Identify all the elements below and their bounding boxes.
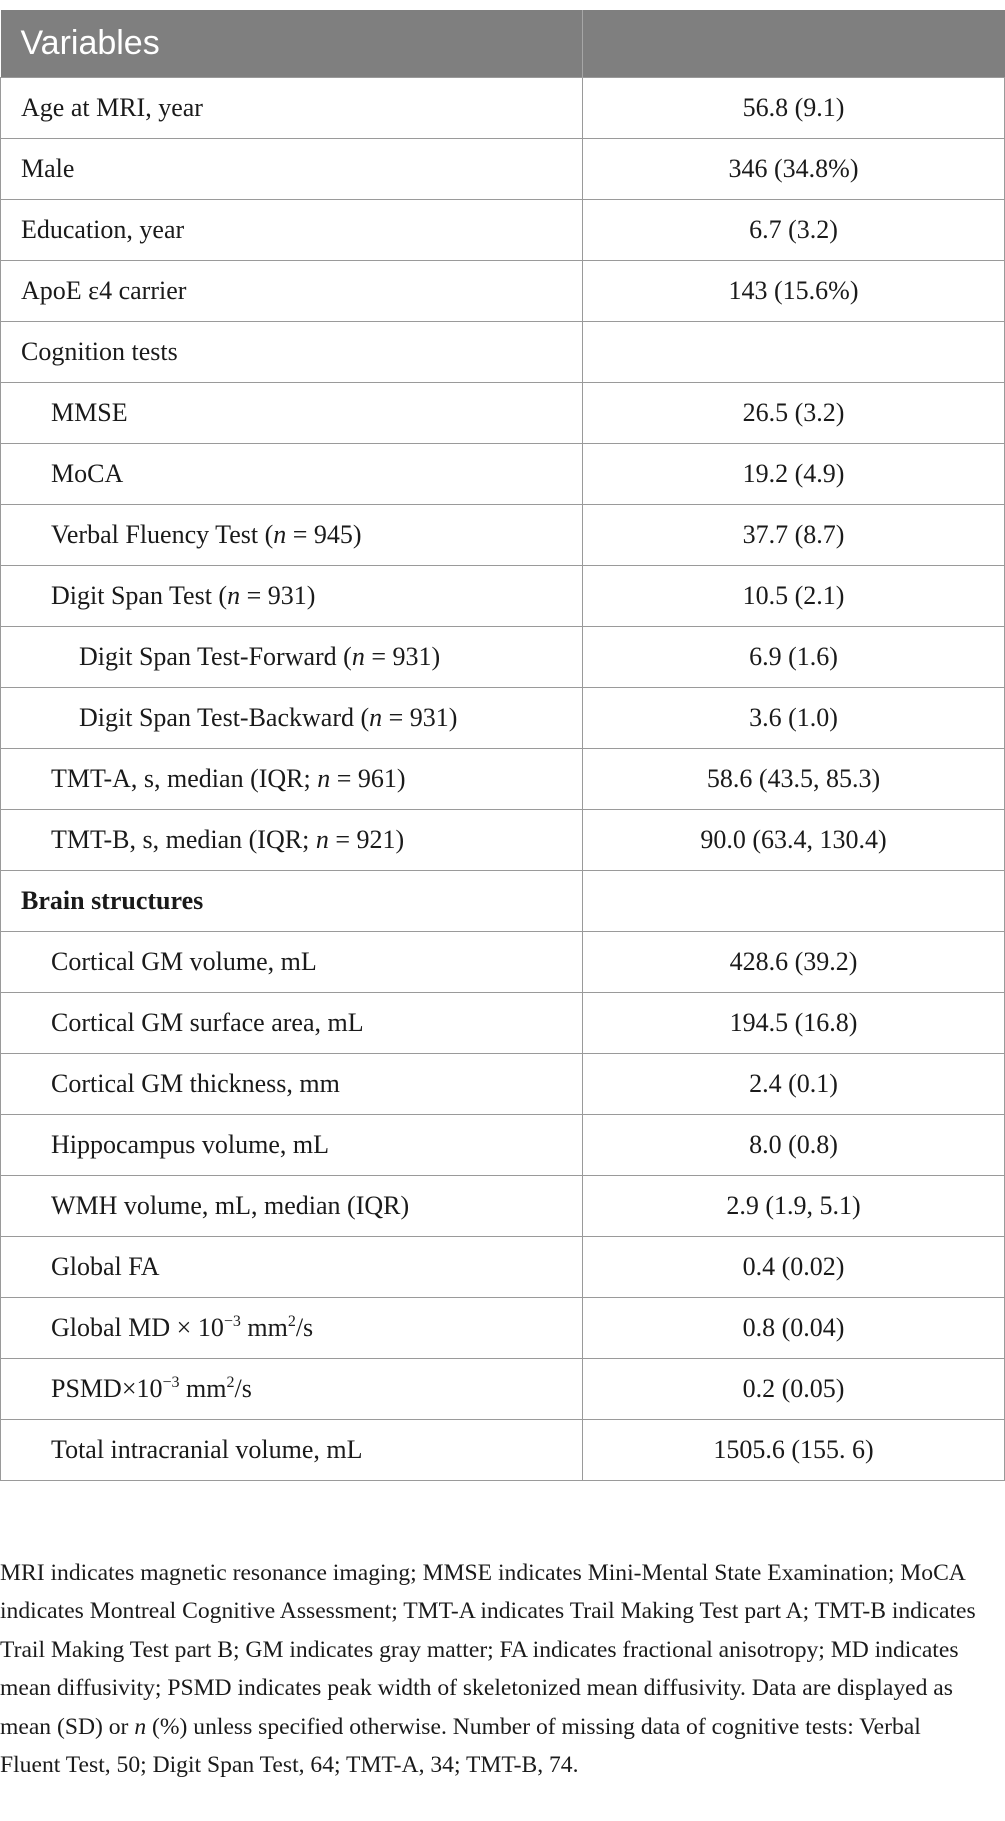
row-value: 2.9 (1.9, 5.1) — [583, 1176, 1005, 1237]
table-row — [1, 200, 1005, 261]
row-label: Global FA — [1, 1237, 583, 1298]
table-row — [1, 261, 1005, 322]
row-label: Cortical GM surface area, mL — [1, 993, 583, 1054]
row-value: 0.4 (0.02) — [583, 1237, 1005, 1298]
section-label: Cognition tests — [1, 322, 583, 383]
table-row — [1, 444, 1005, 505]
table-row — [1, 993, 1005, 1054]
row-value: 19.2 (4.9) — [583, 444, 1005, 505]
row-value: 6.7 (3.2) — [583, 200, 1005, 261]
row-label: Verbal Fluency Test (n = 945) — [1, 505, 583, 566]
table-row — [1, 1054, 1005, 1115]
row-label: Total intracranial volume, mL — [1, 1420, 583, 1481]
section-label: Brain structures — [1, 871, 583, 932]
table-row — [1, 505, 1005, 566]
row-value: 428.6 (39.2) — [583, 932, 1005, 993]
table-row — [1, 1420, 1005, 1481]
row-label: Hippocampus volume, mL — [1, 1115, 583, 1176]
table-row — [1, 749, 1005, 810]
row-label: Digit Span Test-Forward (n = 931) — [1, 627, 583, 688]
table-row — [1, 688, 1005, 749]
table-row — [1, 139, 1005, 200]
row-label: TMT-A, s, median (IQR; n = 961) — [1, 749, 583, 810]
row-label: Digit Span Test (n = 931) — [1, 566, 583, 627]
table-row — [1, 810, 1005, 871]
row-label: Cortical GM volume, mL — [1, 932, 583, 993]
table-header-row — [1, 10, 1005, 78]
column-header-values — [583, 10, 1005, 78]
characteristics-table-container — [0, 10, 1005, 1481]
row-label: ApoE ε4 carrier — [1, 261, 583, 322]
row-value: 3.6 (1.0) — [583, 688, 1005, 749]
row-value: 1505.6 (155. 6) — [583, 1420, 1005, 1481]
row-value — [583, 322, 1005, 383]
characteristics-table — [0, 10, 1005, 1481]
row-label: WMH volume, mL, median (IQR) — [1, 1176, 583, 1237]
row-value: 346 (34.8%) — [583, 139, 1005, 200]
row-label: Education, year — [1, 200, 583, 261]
row-value: 2.4 (0.1) — [583, 1054, 1005, 1115]
table-row — [1, 383, 1005, 444]
table-row — [1, 1298, 1005, 1359]
row-label: Age at MRI, year — [1, 78, 583, 139]
row-value: 90.0 (63.4, 130.4) — [583, 810, 1005, 871]
row-label: Digit Span Test-Backward (n = 931) — [1, 688, 583, 749]
row-value — [583, 871, 1005, 932]
table-footnote: MRI indicates magnetic resonance imaging; MMSE indicates Mini-Mental State Examination; MoCA indicates Montreal Cognitive Assessment; TMT-A indicates Trail Making Test part A; TMT-B indicates Trail Making Test part B; GM indicates gray matter; FA indicates fractional anisotropy; MD indicates mean diffusivity; PSMD indicates peak width of skeletonized mean diffusivity. Data are displayed as mean (SD) or n (%) unless specified otherwise. Number of missing data of cognitive tests: Verbal Fluent Test, 50; Digit Span Test, 64; TMT-A, 34; TMT-B, 74. — [0, 1560, 976, 1779]
row-value: 194.5 (16.8) — [583, 993, 1005, 1054]
row-value: 0.2 (0.05) — [583, 1359, 1005, 1420]
table-row-section-cognition — [1, 322, 1005, 383]
table-row — [1, 78, 1005, 139]
table-row — [1, 627, 1005, 688]
table-row — [1, 1237, 1005, 1298]
row-value: 10.5 (2.1) — [583, 566, 1005, 627]
row-value: 26.5 (3.2) — [583, 383, 1005, 444]
table-row-section-brain — [1, 871, 1005, 932]
table-row — [1, 1176, 1005, 1237]
row-label: Cortical GM thickness, mm — [1, 1054, 583, 1115]
table-row — [1, 932, 1005, 993]
row-value: 8.0 (0.8) — [583, 1115, 1005, 1176]
row-label: $PSMD\times 10^{-3}$ $mm^2/s$ — [1, 1359, 583, 1420]
row-value: 143 (15.6%) — [583, 261, 1005, 322]
row-label: Male — [1, 139, 583, 200]
row-value: 56.8 (9.1) — [583, 78, 1005, 139]
column-header-variables: Variables — [1, 10, 583, 78]
table-row — [1, 566, 1005, 627]
row-value: 6.9 (1.6) — [583, 627, 1005, 688]
row-value: 58.6 (43.5, 85.3) — [583, 749, 1005, 810]
row-label: Global MD × $10^{-3}$ $mm^2/s$ — [1, 1298, 583, 1359]
row-label: TMT-B, s, median (IQR; n = 921) — [1, 810, 583, 871]
row-label: MMSE — [1, 383, 583, 444]
row-value: 37.7 (8.7) — [583, 505, 1005, 566]
row-value: 0.8 (0.04) — [583, 1298, 1005, 1359]
row-label: MoCA — [1, 444, 583, 505]
table-row — [1, 1115, 1005, 1176]
table-row — [1, 1359, 1005, 1420]
